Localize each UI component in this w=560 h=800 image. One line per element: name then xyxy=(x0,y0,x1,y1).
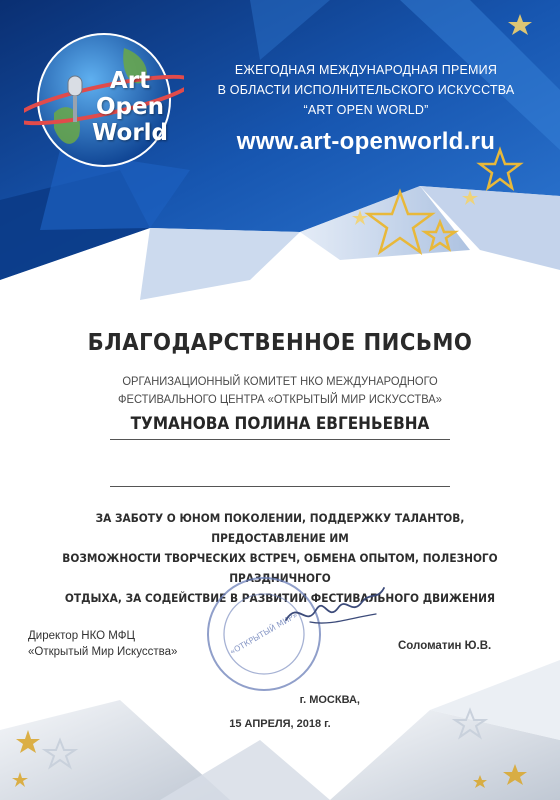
director-line: Директор НКО МФЦ xyxy=(28,630,136,642)
issue-date: 15 АПРЕЛЯ, 2018 г. xyxy=(229,718,331,730)
recipient-name: ТУМАНОВА ПОЛИНА ЕВГЕНЬЕВНА xyxy=(130,414,430,434)
divider-line xyxy=(110,486,450,487)
premium-line: ЕЖЕГОДНАЯ МЕЖДУНАРОДНАЯ ПРЕМИЯ xyxy=(234,63,498,77)
premium-line: В ОБЛАСТИ ИСПОЛНИТЕЛЬСКОГО ИСКУССТВА xyxy=(217,83,515,97)
reason-line: ВОЗМОЖНОСТИ ТВОРЧЕСКИХ ВСТРЕЧ, ОБМЕНА ОПЫТОМ, ПОЛЕЗНОГО ПРАЗДНИЧНОГО xyxy=(62,551,498,585)
premium-line: “ART OPEN WORLD” xyxy=(303,103,429,117)
logo-line-world: World xyxy=(91,120,169,146)
reason-line: ЗА ЗАБОТУ О ЮНОМ ПОКОЛЕНИИ, ПОДДЕРЖКУ ТАЛАНТОВ, ПРЕДОСТАВЛЕНИЕ ИМ xyxy=(95,511,465,545)
logo-line-art: Art xyxy=(109,68,151,94)
director-line: «Открытый Мир Искусства» xyxy=(28,646,178,658)
organizer-text xyxy=(94,372,466,408)
handwritten-signature xyxy=(280,580,390,640)
stamp-text: «ОТКРЫТЫЙ МИР» xyxy=(228,610,300,657)
organizer-line: ФЕСТИВАЛЬНОГО ЦЕНТРА «ОТКРЫТЫЙ МИР ИСКУССТВА» xyxy=(118,392,442,406)
premium-caption xyxy=(196,60,536,120)
city-label: г. МОСКВА, xyxy=(299,694,360,706)
signer-name: Соломатин Ю.В. xyxy=(398,640,492,652)
logo-line-open: Open xyxy=(96,94,164,120)
organizer-line: ОРГАНИЗАЦИОННЫЙ КОМИТЕТ НКО МЕЖДУНАРОДНОГО xyxy=(122,374,438,388)
website-link[interactable]: www.art-openworld.ru xyxy=(236,128,496,155)
letter-title: БЛАГОДАРСТВЕННОЕ ПИСЬМО xyxy=(87,330,473,356)
director-title xyxy=(28,628,218,660)
logo-wordmark xyxy=(90,68,170,146)
divider-line xyxy=(110,439,450,440)
reason-line: ОТДЫХА, ЗА СОДЕЙСТВИЕ В РАЗВИТИИ ФЕСТИВАЛЬНОГО ДВИЖЕНИЯ xyxy=(64,591,496,605)
